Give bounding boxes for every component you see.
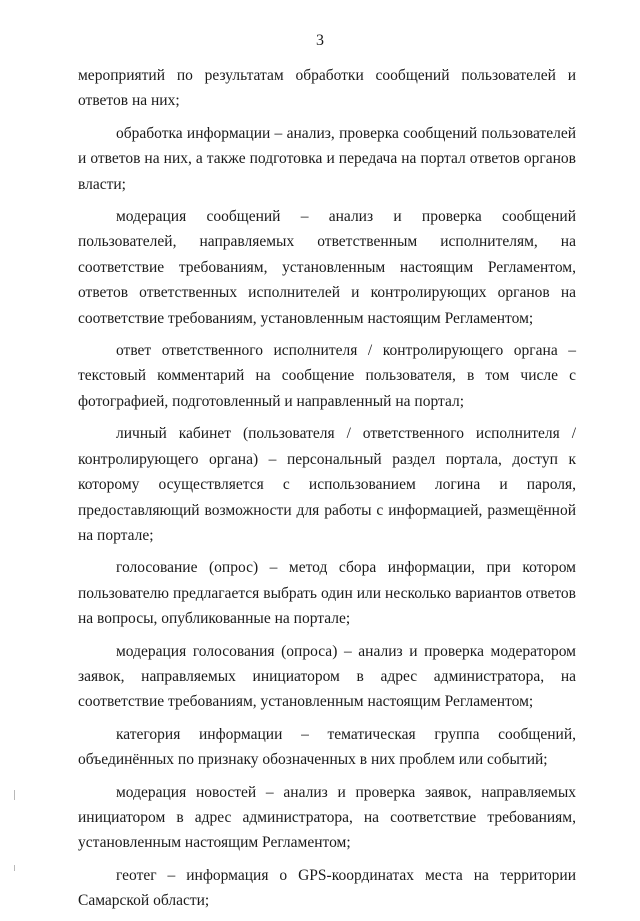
scan-mark (14, 790, 15, 800)
definition-message-moderation: модерация сообщений – анализ и проверка сообщений пользователей, направляемых ответственным исполнителям, на соответствие требованиям, установленным настоящим Регламентом, ответов ответственных исполнителей и контролирующих органов на соответствие требованиям, установленным настоящим Регламентом; (78, 208, 576, 327)
definition-news-moderation: модерация новостей – анализ и проверка заявок, направляемых инициатором в адрес администратора, на соответствие требованиям, установленным настоящим Регламентом; (78, 783, 576, 852)
definition-information-category: категория информации – тематическая группа сообщений, объединённых по признаку обозначенных в них проблем или событий; (78, 725, 576, 769)
definition-voting-moderation: модерация голосования (опроса) – анализ и проверка модератором заявок, направляемых инициатором в адрес администратора, на соответствие требованиям, установленным настоящим Регламентом; (78, 642, 576, 711)
definition-personal-account: личный кабинет (пользователя / ответственного исполнителя / контролирующего органа) – персональный раздел портала, доступ к которому осуществляется с использованием логина и пароля, предоставляющий возможности для работы с информацией, размещённой на портале; (78, 425, 576, 544)
definition-executor-response: ответ ответственного исполнителя / контролирующего органа – текстовый комментарий на сообщение пользователя, в том числе с фотографией, подготовленный и направленный на портал; (78, 342, 576, 410)
definition-information-processing: обработка информации – анализ, проверка сообщений пользователей и ответов на них, а также подготовка и передача на портал ответов органов власти; (78, 124, 576, 193)
paragraph-continuation: мероприятий по результатам обработки сообщений пользователей и ответов на них; (78, 67, 576, 110)
body-text (78, 63, 576, 921)
page-number: 3 (316, 32, 324, 49)
definition-geotag: геотег – информация о GPS-координатах места на территории Самарской области; (78, 866, 576, 910)
definition-voting: голосование (опрос) – метод сбора информации, при котором пользователю предлагается выбрать один или несколько вариантов ответов на вопросы, опубликованные на портале; (78, 559, 576, 628)
scan-mark (14, 865, 15, 871)
